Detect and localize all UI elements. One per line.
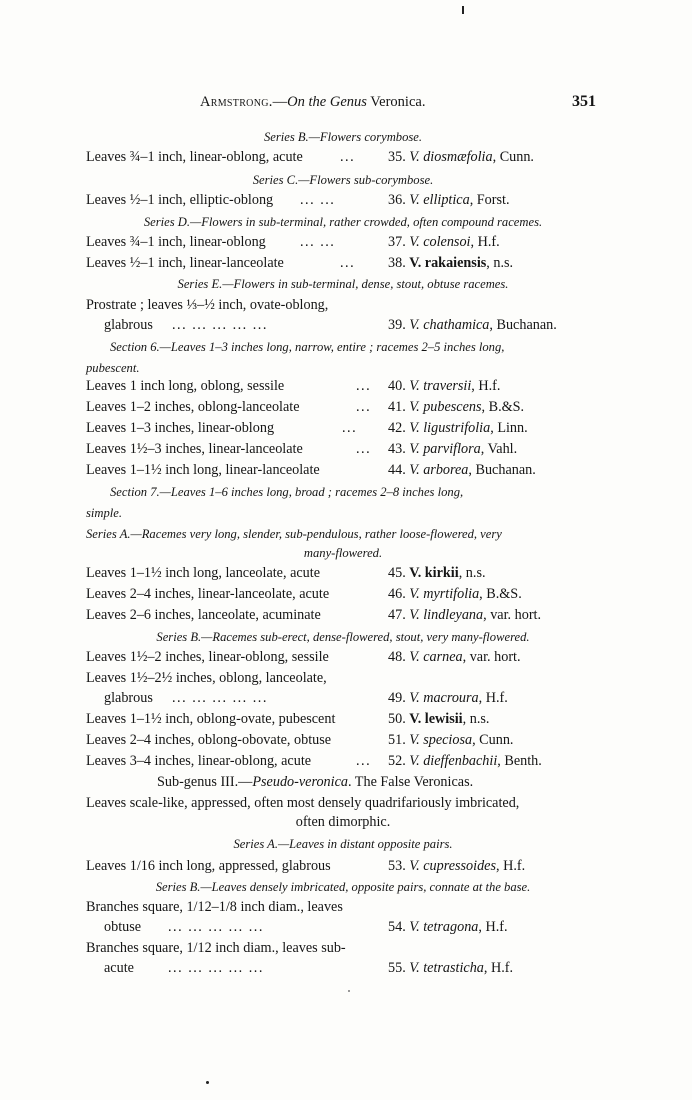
section-heading-cont: simple. xyxy=(86,506,123,520)
species-authority: , n.s. xyxy=(486,255,514,271)
entry-species xyxy=(388,709,489,729)
running-header xyxy=(0,94,692,114)
leader-dots: ... ... ... ... ... xyxy=(172,690,268,706)
entry-species xyxy=(388,397,524,417)
species-name: V. kirkii xyxy=(409,565,459,581)
entry-description: Leaves 1–1½ inch, oblong-ovate, pubescent xyxy=(86,711,336,727)
species-name: V. tetragona xyxy=(409,919,479,935)
species-authority: , H.f. xyxy=(471,378,501,394)
entry-species xyxy=(388,856,525,876)
species-authority: , B.&S. xyxy=(479,586,522,602)
leader-dots: ... ... ... ... ... xyxy=(168,919,264,935)
species-authority: , Linn. xyxy=(490,420,528,436)
entry-description: Leaves 1–1½ inch long, linear-lanceolate xyxy=(86,462,320,478)
species-name: V. elliptica xyxy=(409,192,470,208)
subgenus-name: Pseudo-veronica xyxy=(252,774,348,790)
section-heading: Section 6.—Leaves 1–3 inches long, narrow, entire ; racemes 2–5 inches long, xyxy=(110,340,505,354)
species-authority: , H.f. xyxy=(470,234,500,250)
entry-description: Leaves 2–4 inches, oblong-obovate, obtuse xyxy=(86,732,332,748)
entry-description: Leaves ¾–1 inch, linear-oblong, acute xyxy=(86,149,303,165)
series-heading-cont: many-flowered. xyxy=(303,546,383,560)
running-title xyxy=(200,94,425,111)
entry-description: Leaves 1/16 inch long, appressed, glabrous xyxy=(86,858,331,874)
header-title-italic: On the Genus xyxy=(287,94,367,110)
section-heading-cont: pubescent. xyxy=(86,361,140,375)
series-heading: Series A.—Racemes very long, slender, sub-pendulous, rather loose-flowered, very xyxy=(86,527,502,541)
leader-dots: ... xyxy=(356,441,372,457)
entry-species xyxy=(388,751,542,771)
species-authority: , Cunn. xyxy=(492,149,534,165)
print-speck xyxy=(206,1081,209,1084)
entry-description-line: Prostrate ; leaves ⅓–½ inch, ovate-oblong, xyxy=(86,297,329,313)
species-authority: , Buchanan. xyxy=(489,317,557,333)
species-authority: , n.s. xyxy=(458,565,486,581)
series-heading: Series D.—Flowers in sub-terminal, rather crowded, often compound racemes. xyxy=(143,215,543,229)
subgenus-prefix: Sub-genus III.— xyxy=(157,774,253,790)
species-name: V. dieffenbachii xyxy=(409,753,498,769)
entry-number: 39. xyxy=(388,317,406,333)
page-number: 351 xyxy=(572,93,596,110)
entry-species xyxy=(388,917,508,937)
entry-number: 48. xyxy=(388,649,406,665)
header-genus: Veronica. xyxy=(366,94,426,110)
entry-number: 52. xyxy=(388,753,406,769)
species-authority: , var. hort. xyxy=(483,607,542,623)
entry-description: acute xyxy=(104,960,134,976)
entry-description: Leaves 3–4 inches, linear-oblong, acute xyxy=(86,753,312,769)
entry-species xyxy=(388,418,528,438)
entry-number: 51. xyxy=(388,732,406,748)
species-name: V. cupressoides xyxy=(409,858,496,874)
leader-dots: ... ... ... ... ... xyxy=(172,317,268,333)
species-name: V. carnea xyxy=(409,649,463,665)
section-heading: Section 7.—Leaves 1–6 inches long, broad ; racemes 2–8 inches long, xyxy=(110,485,464,499)
entry-number: 47. xyxy=(388,607,406,623)
leader-dots: ... ... xyxy=(300,234,336,250)
species-authority: , Buchanan. xyxy=(468,462,536,478)
entry-number: 55. xyxy=(388,960,406,976)
species-name: V. diosmæfolia xyxy=(409,149,493,165)
entry-number: 36. xyxy=(388,192,406,208)
entry-description: Leaves 1–2 inches, oblong-lanceolate xyxy=(86,399,300,415)
entry-description: Leaves 1–1½ inch long, lanceolate, acute xyxy=(86,565,320,581)
entry-description: glabrous xyxy=(104,690,153,706)
species-name: V. ligustrifolia xyxy=(409,420,491,436)
entry-species xyxy=(388,232,500,252)
entry-description: Leaves 2–6 inches, lanceolate, acuminate xyxy=(86,607,321,623)
species-authority: , B.&S. xyxy=(481,399,525,415)
subgenus-description: Leaves scale-like, appressed, often most densely quadrifariously imbricated, xyxy=(86,795,520,811)
print-speck xyxy=(348,990,350,992)
entry-species xyxy=(388,563,486,583)
entry-species xyxy=(388,253,513,273)
species-authority: , H.f. xyxy=(478,690,508,706)
entry-number: 37. xyxy=(388,234,406,250)
entry-description: Leaves 1–3 inches, linear-oblong xyxy=(86,420,275,436)
species-authority: , Benth. xyxy=(497,753,542,769)
header-dash: — xyxy=(272,94,288,110)
entry-number: 53. xyxy=(388,858,406,874)
species-name: V. chathamica xyxy=(409,317,490,333)
species-name: V. speciosa xyxy=(409,732,473,748)
entry-number: 50. xyxy=(388,711,406,727)
species-name: V. tetrasticha xyxy=(409,960,484,976)
species-authority: , Vahl. xyxy=(480,441,518,457)
header-author: Armstrong. xyxy=(200,94,273,110)
series-heading: Series B.—Flowers corymbose. xyxy=(263,130,423,144)
entry-description: obtuse xyxy=(104,919,142,935)
entry-species xyxy=(388,460,536,480)
species-name: V. rakaiensis xyxy=(409,255,487,271)
entry-species xyxy=(388,376,500,396)
species-name: V. lewisii xyxy=(409,711,463,727)
series-heading: Series B.—Leaves densely imbricated, opposite pairs, connate at the base. xyxy=(155,880,531,894)
entry-number: 42. xyxy=(388,420,406,436)
subgenus-heading xyxy=(157,772,473,792)
species-name: V. parviflora xyxy=(409,441,481,457)
entry-species xyxy=(388,958,513,978)
species-authority: , n.s. xyxy=(462,711,490,727)
entry-number: 45. xyxy=(388,565,406,581)
leader-dots: ... xyxy=(356,399,372,415)
entry-description: glabrous xyxy=(104,317,153,333)
entry-species xyxy=(388,688,508,708)
entry-description-line: Branches square, 1/12 inch diam., leaves sub- xyxy=(86,940,346,956)
species-name: V. pubescens xyxy=(409,399,482,415)
entry-description: Leaves ½–1 inch, elliptic-oblong xyxy=(86,192,274,208)
entry-number: 44. xyxy=(388,462,406,478)
entry-species xyxy=(388,584,522,604)
leader-dots: ... xyxy=(356,753,372,769)
entry-species xyxy=(388,730,513,750)
species-name: V. traversii xyxy=(409,378,472,394)
species-authority: , Cunn. xyxy=(472,732,514,748)
subgenus-suffix: . The False Veronicas. xyxy=(347,774,474,790)
leader-dots: ... xyxy=(342,420,358,436)
entry-description: Leaves 1½–2 inches, linear-oblong, sessile xyxy=(86,649,329,665)
leader-dots: ... ... ... ... ... xyxy=(168,960,264,976)
entry-number: 41. xyxy=(388,399,406,415)
species-name: V. lindleyana xyxy=(409,607,484,623)
entry-number: 54. xyxy=(388,919,406,935)
entry-number: 49. xyxy=(388,690,406,706)
entry-species xyxy=(388,190,510,210)
entry-species xyxy=(388,647,521,667)
series-heading: Series B.—Racemes sub-erect, dense-flowered, stout, very many-flowered. xyxy=(156,630,530,644)
entry-description: Leaves 1 inch long, oblong, sessile xyxy=(86,378,285,394)
entry-description: Leaves 2–4 inches, linear-lanceolate, acute xyxy=(86,586,330,602)
species-authority: , var. hort. xyxy=(462,649,521,665)
entry-description: Leaves ½–1 inch, linear-lanceolate xyxy=(86,255,284,271)
leader-dots: ... xyxy=(356,378,372,394)
series-heading: Series C.—Flowers sub-corymbose. xyxy=(252,173,434,187)
series-heading: Series E.—Flowers in sub-terminal, dense, stout, obtuse racemes. xyxy=(177,277,509,291)
entry-description: Leaves ¾–1 inch, linear-oblong xyxy=(86,234,266,250)
leader-dots: ... xyxy=(340,255,356,271)
entry-species xyxy=(388,605,541,625)
entry-description: Leaves 1½–3 inches, linear-lanceolate xyxy=(86,441,303,457)
entry-description-line: Leaves 1½–2½ inches, oblong, lanceolate, xyxy=(86,670,327,686)
species-name: V. myrtifolia xyxy=(409,586,480,602)
species-name: V. arborea xyxy=(409,462,469,478)
species-authority: , Forst. xyxy=(469,192,510,208)
species-authority: , H.f. xyxy=(483,960,514,976)
series-heading: Series A.—Leaves in distant opposite pairs. xyxy=(233,837,453,851)
species-name: V. macroura xyxy=(409,690,479,706)
subgenus-description-cont: often dimorphic. xyxy=(295,814,391,830)
species-authority: , H.f. xyxy=(478,919,508,935)
entry-species xyxy=(388,315,557,335)
entry-species xyxy=(388,439,517,459)
entry-number: 38. xyxy=(388,255,406,271)
entry-species xyxy=(388,147,534,167)
species-authority: , H.f. xyxy=(495,858,526,874)
entry-number: 40. xyxy=(388,378,406,394)
print-speck xyxy=(462,6,464,14)
entry-description-line: Branches square, 1/12–1/8 inch diam., leaves xyxy=(86,899,343,915)
leader-dots: ... xyxy=(340,149,356,165)
entry-number: 43. xyxy=(388,441,406,457)
entry-number: 35. xyxy=(388,149,406,165)
leader-dots: ... ... xyxy=(300,192,336,208)
entry-number: 46. xyxy=(388,586,406,602)
species-name: V. colensoi xyxy=(409,234,471,250)
